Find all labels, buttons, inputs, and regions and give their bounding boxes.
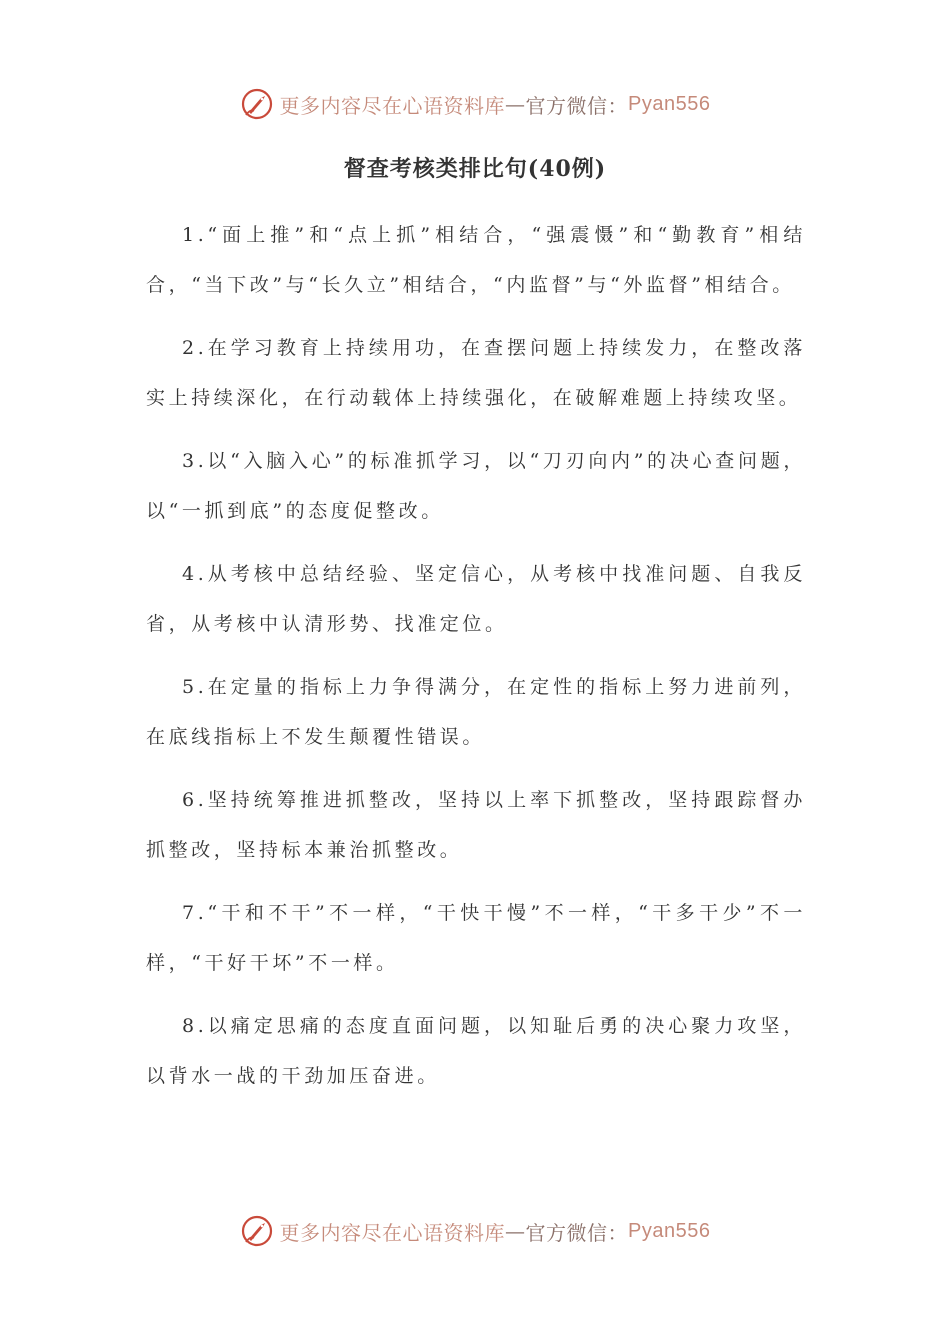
banner-prefix: 更多内容尽在心语资料库 <box>279 1220 506 1245</box>
pen-nib-logo-icon <box>240 1214 274 1248</box>
paragraph-2: 2.在学习教育上持续用功，在查摆问题上持续发力，在整改落实上持续深化，在行动载体上持续强化，在破解难题上持续攻坚。 <box>146 337 806 409</box>
footer-banner <box>0 1211 950 1251</box>
header-banner <box>0 84 950 124</box>
banner-wechat-label: 官方微信： <box>525 93 629 118</box>
paragraph-5: 5.在定量的指标上力争得满分，在定性的指标上努力进前列，在底线指标上不发生颠覆性错误。 <box>146 676 806 748</box>
paragraph-1: 1.“面上推”和“点上抓”相结合，“强震慑”和“勤教育”相结合，“当下改”与“长久立”相结合，“内监督”与“外监督”相结合。 <box>146 224 806 296</box>
document-body <box>146 210 806 1114</box>
banner-prefix: 更多内容尽在心语资料库 <box>279 93 506 118</box>
paragraph-7: 7.“干和不干”不一样，“干快干慢”不一样，“干多干少”不一样，“干好干坏”不一样。 <box>146 902 806 974</box>
banner-dash: — <box>505 1219 526 1243</box>
banner-wechat-id: Pyan556 <box>628 1219 711 1242</box>
paragraph-3: 3.以“入脑入心”的标准抓学习，以“刀刃向内”的决心查问题，以“一抓到底”的态度促整改。 <box>146 450 806 522</box>
paragraph-6: 6.坚持统筹推进抓整改，坚持以上率下抓整改，坚持跟踪督办抓整改，坚持标本兼治抓整改。 <box>146 789 806 861</box>
banner-wechat-id: Pyan556 <box>628 92 711 115</box>
banner-wechat-label: 官方微信： <box>525 1220 629 1245</box>
document-title: 督查考核类排比句(40例) <box>343 156 607 182</box>
paragraph-4: 4.从考核中总结经验、坚定信心，从考核中找准问题、自我反省，从考核中认清形势、找准定位。 <box>146 563 806 635</box>
pen-nib-logo-icon <box>240 87 274 121</box>
banner-dash: — <box>505 92 526 116</box>
paragraph-8: 8.以痛定思痛的态度直面问题，以知耻后勇的决心聚力攻坚，以背水一战的干劲加压奋进。 <box>146 1015 806 1087</box>
